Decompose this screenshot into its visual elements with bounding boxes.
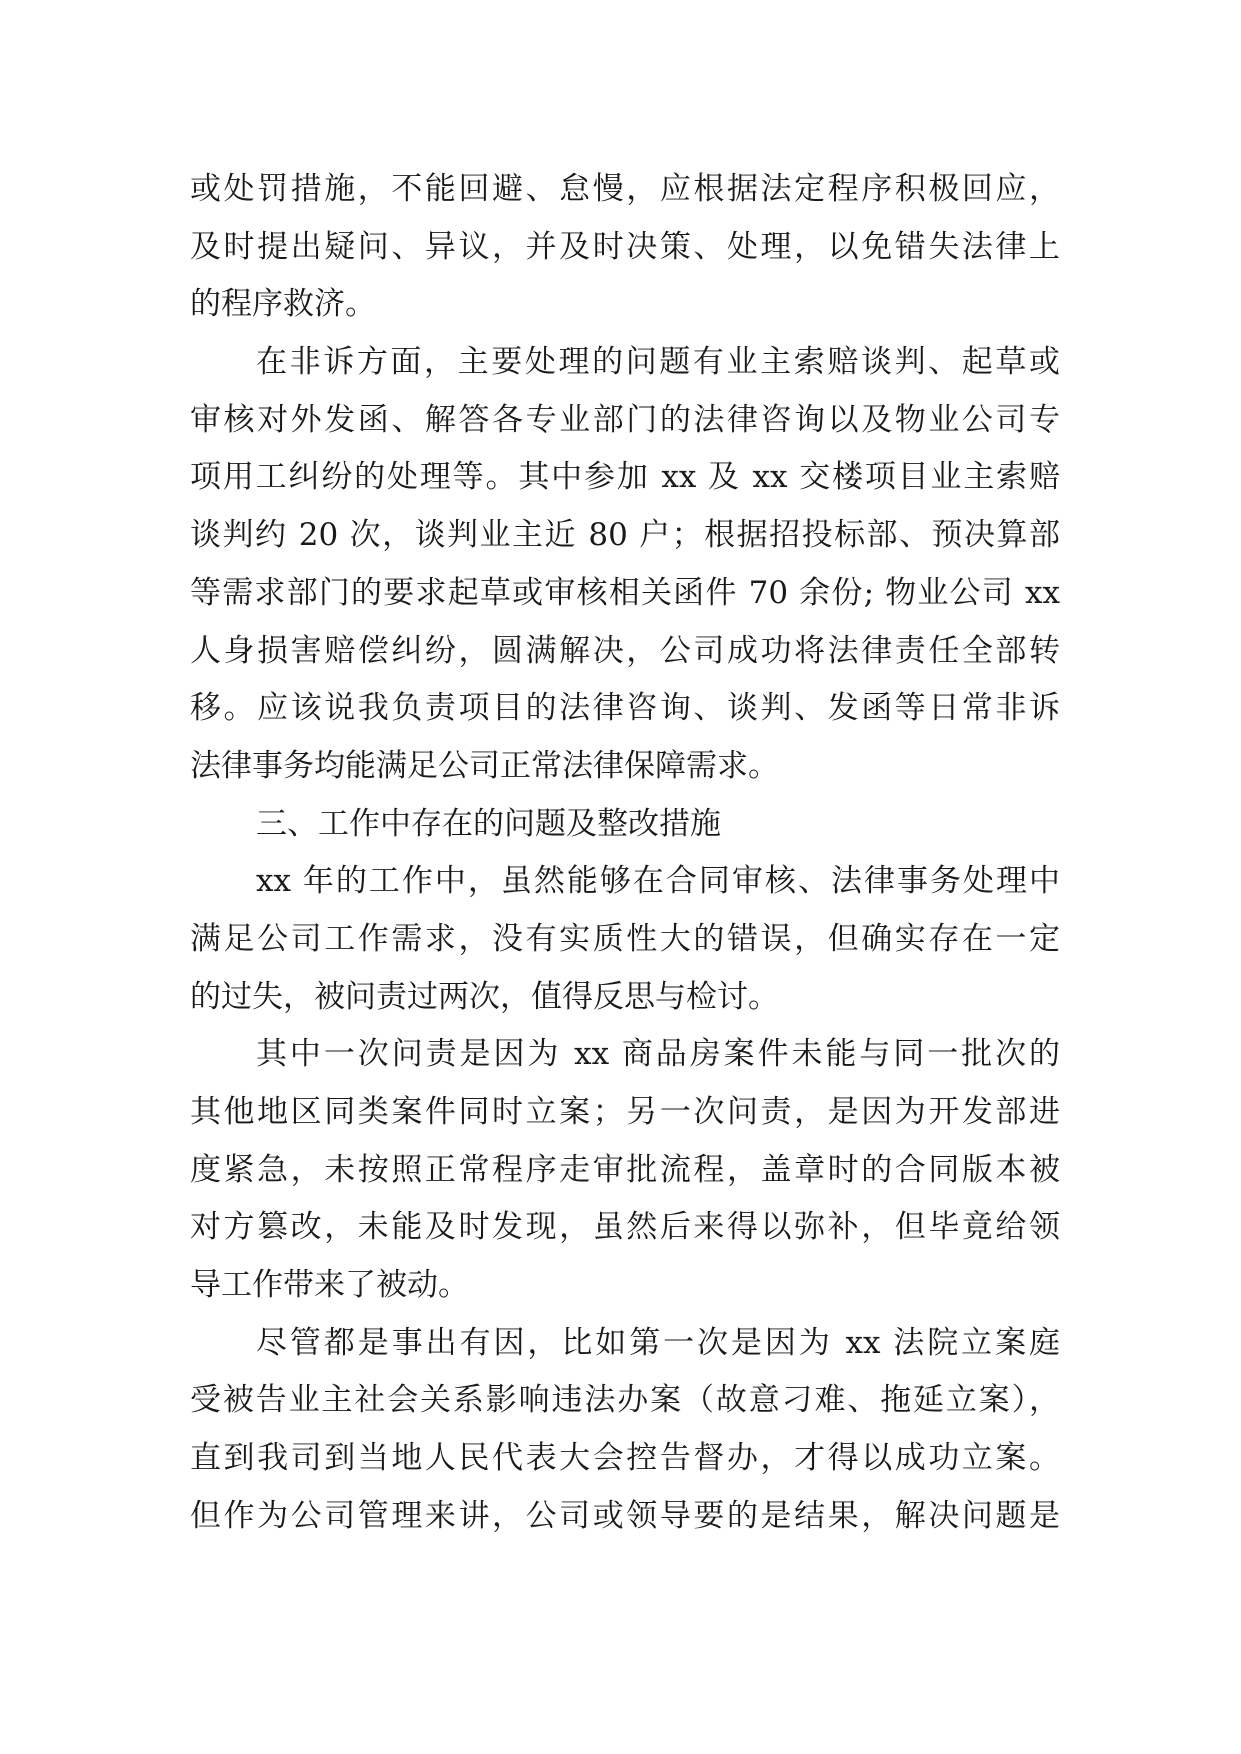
text-line: 其中一次问责是因为 xx 商品房案件未能与同一批次的 [256, 1036, 1060, 1073]
text-line: 的过失，被问责过两次，值得反思与检讨。 [190, 978, 779, 1015]
text-line: 及时提出疑问、异议，并及时决策、处理，以免错失法律上 [190, 228, 1060, 265]
text-line: 三、工作中存在的问题及整改措施 [256, 805, 721, 842]
text-line: 但作为公司管理来讲，公司或领导要的是结果，解决问题是 [190, 1497, 1060, 1534]
text-line: 审核对外发函、解答各专业部门的法律咨询以及物业公司专 [190, 401, 1060, 438]
text-line: 度紧急，未按照正常程序走审批流程，盖章时的合同版本被 [190, 1151, 1060, 1188]
text-line: 或处罚措施，不能回避、怠慢，应根据法定程序积极回应， [190, 171, 1060, 207]
text-line: 谈判约 20 次，谈判业主近 80 户；根据招投标部、预决算部 [190, 517, 1060, 554]
text-line: 的程序救济。 [190, 286, 376, 323]
text-line: 法律事务均能满足公司正常法律保障需求。 [190, 747, 779, 784]
text-line: 其他地区同类案件同时立案；另一次问责，是因为开发部进 [190, 1094, 1060, 1130]
text-line: 对方篡改，未能及时发现，虽然后来得以弥补，但毕竟给领 [190, 1209, 1060, 1246]
text-line: 移。应该说我负责项目的法律咨询、谈判、发函等日常非诉 [190, 690, 1060, 727]
text-line: 导工作带来了被动。 [190, 1267, 469, 1304]
text-line: 在非诉方面，主要处理的问题有业主索赔谈判、起草或 [256, 344, 1060, 381]
text-line: 尽管都是事出有因，比如第一次是因为 xx 法院立案庭 [256, 1324, 1060, 1361]
text-line: 满足公司工作需求，没有实质性大的错误，但确实存在一定 [190, 920, 1060, 957]
text-line: 等需求部门的要求起草或审核相关函件 70 余份; 物业公司 xx [190, 574, 1060, 611]
text-line: 直到我司到当地人民代表大会控告督办，才得以成功立案。 [190, 1440, 1060, 1477]
text-line: 项用工纠纷的处理等。其中参加 xx 及 xx 交楼项目业主索赔 [190, 459, 1060, 496]
text-line: 人身损害赔偿纠纷，圆满解决，公司成功将法律责任全部转 [190, 632, 1060, 669]
text-line: xx 年的工作中，虽然能够在合同审核、法律事务处理中 [256, 863, 1060, 900]
document-body [190, 161, 1060, 1546]
text-line: 受被告业主社会关系影响违法办案（故意刁难、拖延立案）， [190, 1382, 1060, 1419]
